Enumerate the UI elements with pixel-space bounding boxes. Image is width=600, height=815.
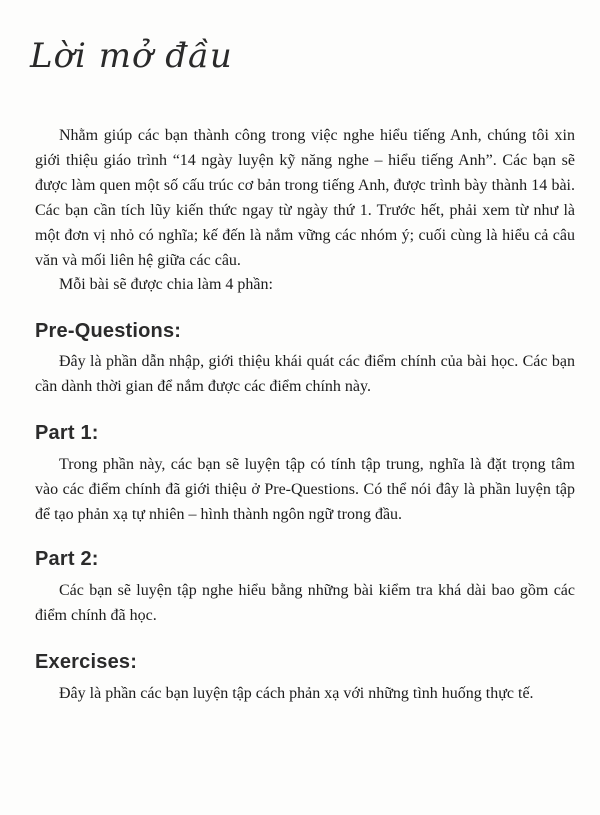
text-pre-questions: Đây là phần dẫn nhập, giới thiệu khái quát các điểm chính của bài học. Các bạn cần dành thời gian để nắm được các điểm chính này. (35, 353, 575, 395)
heading-exercises: Exercises: (35, 651, 138, 673)
heading-part-1: Part 1: (35, 422, 99, 444)
intro-paragraph-1: Nhằm giúp các bạn thành công trong việc nghe hiểu tiếng Anh, chúng tôi xin giới thiệu giáo trình “14 ngày luyện kỹ năng nghe – hiểu tiếng Anh”. Các bạn sẽ được làm quen một số cấu trúc cơ bản trong tiếng Anh, được trình bày thành 14 bài. Các bạn cần tích lũy kiến thức ngay từ ngày thứ 1. Trước hết, phải xem từ như là một đơn vị nhỏ có nghĩa; kế đến là nắm vững các nhóm ý; cuối cùng là hiểu cả câu văn và mối liên hệ giữa các câu. (35, 127, 575, 269)
text-part-2: Các bạn sẽ luyện tập nghe hiểu bằng những bài kiểm tra khá dài bao gồm các điểm chính đã học. (35, 582, 575, 624)
heading-pre-questions: Pre-Questions: (35, 320, 182, 342)
heading-part-2: Part 2: (35, 548, 99, 570)
page-title: Lời mở đầu (30, 36, 233, 76)
intro-paragraph-2: Mỗi bài sẽ được chia làm 4 phần: (59, 276, 273, 293)
text-exercises: Đây là phần các bạn luyện tập cách phản xạ với những tình huống thực tế. (59, 685, 534, 702)
text-part-1: Trong phần này, các bạn sẽ luyện tập có tính tập trung, nghĩa là đặt trọng tâm vào các điểm chính đã giới thiệu ở Pre-Questions. Có thể nói đây là phần luyện tập để tạo phản xạ tự nhiên – hình thành ngôn ngữ trong đầu. (35, 456, 575, 523)
